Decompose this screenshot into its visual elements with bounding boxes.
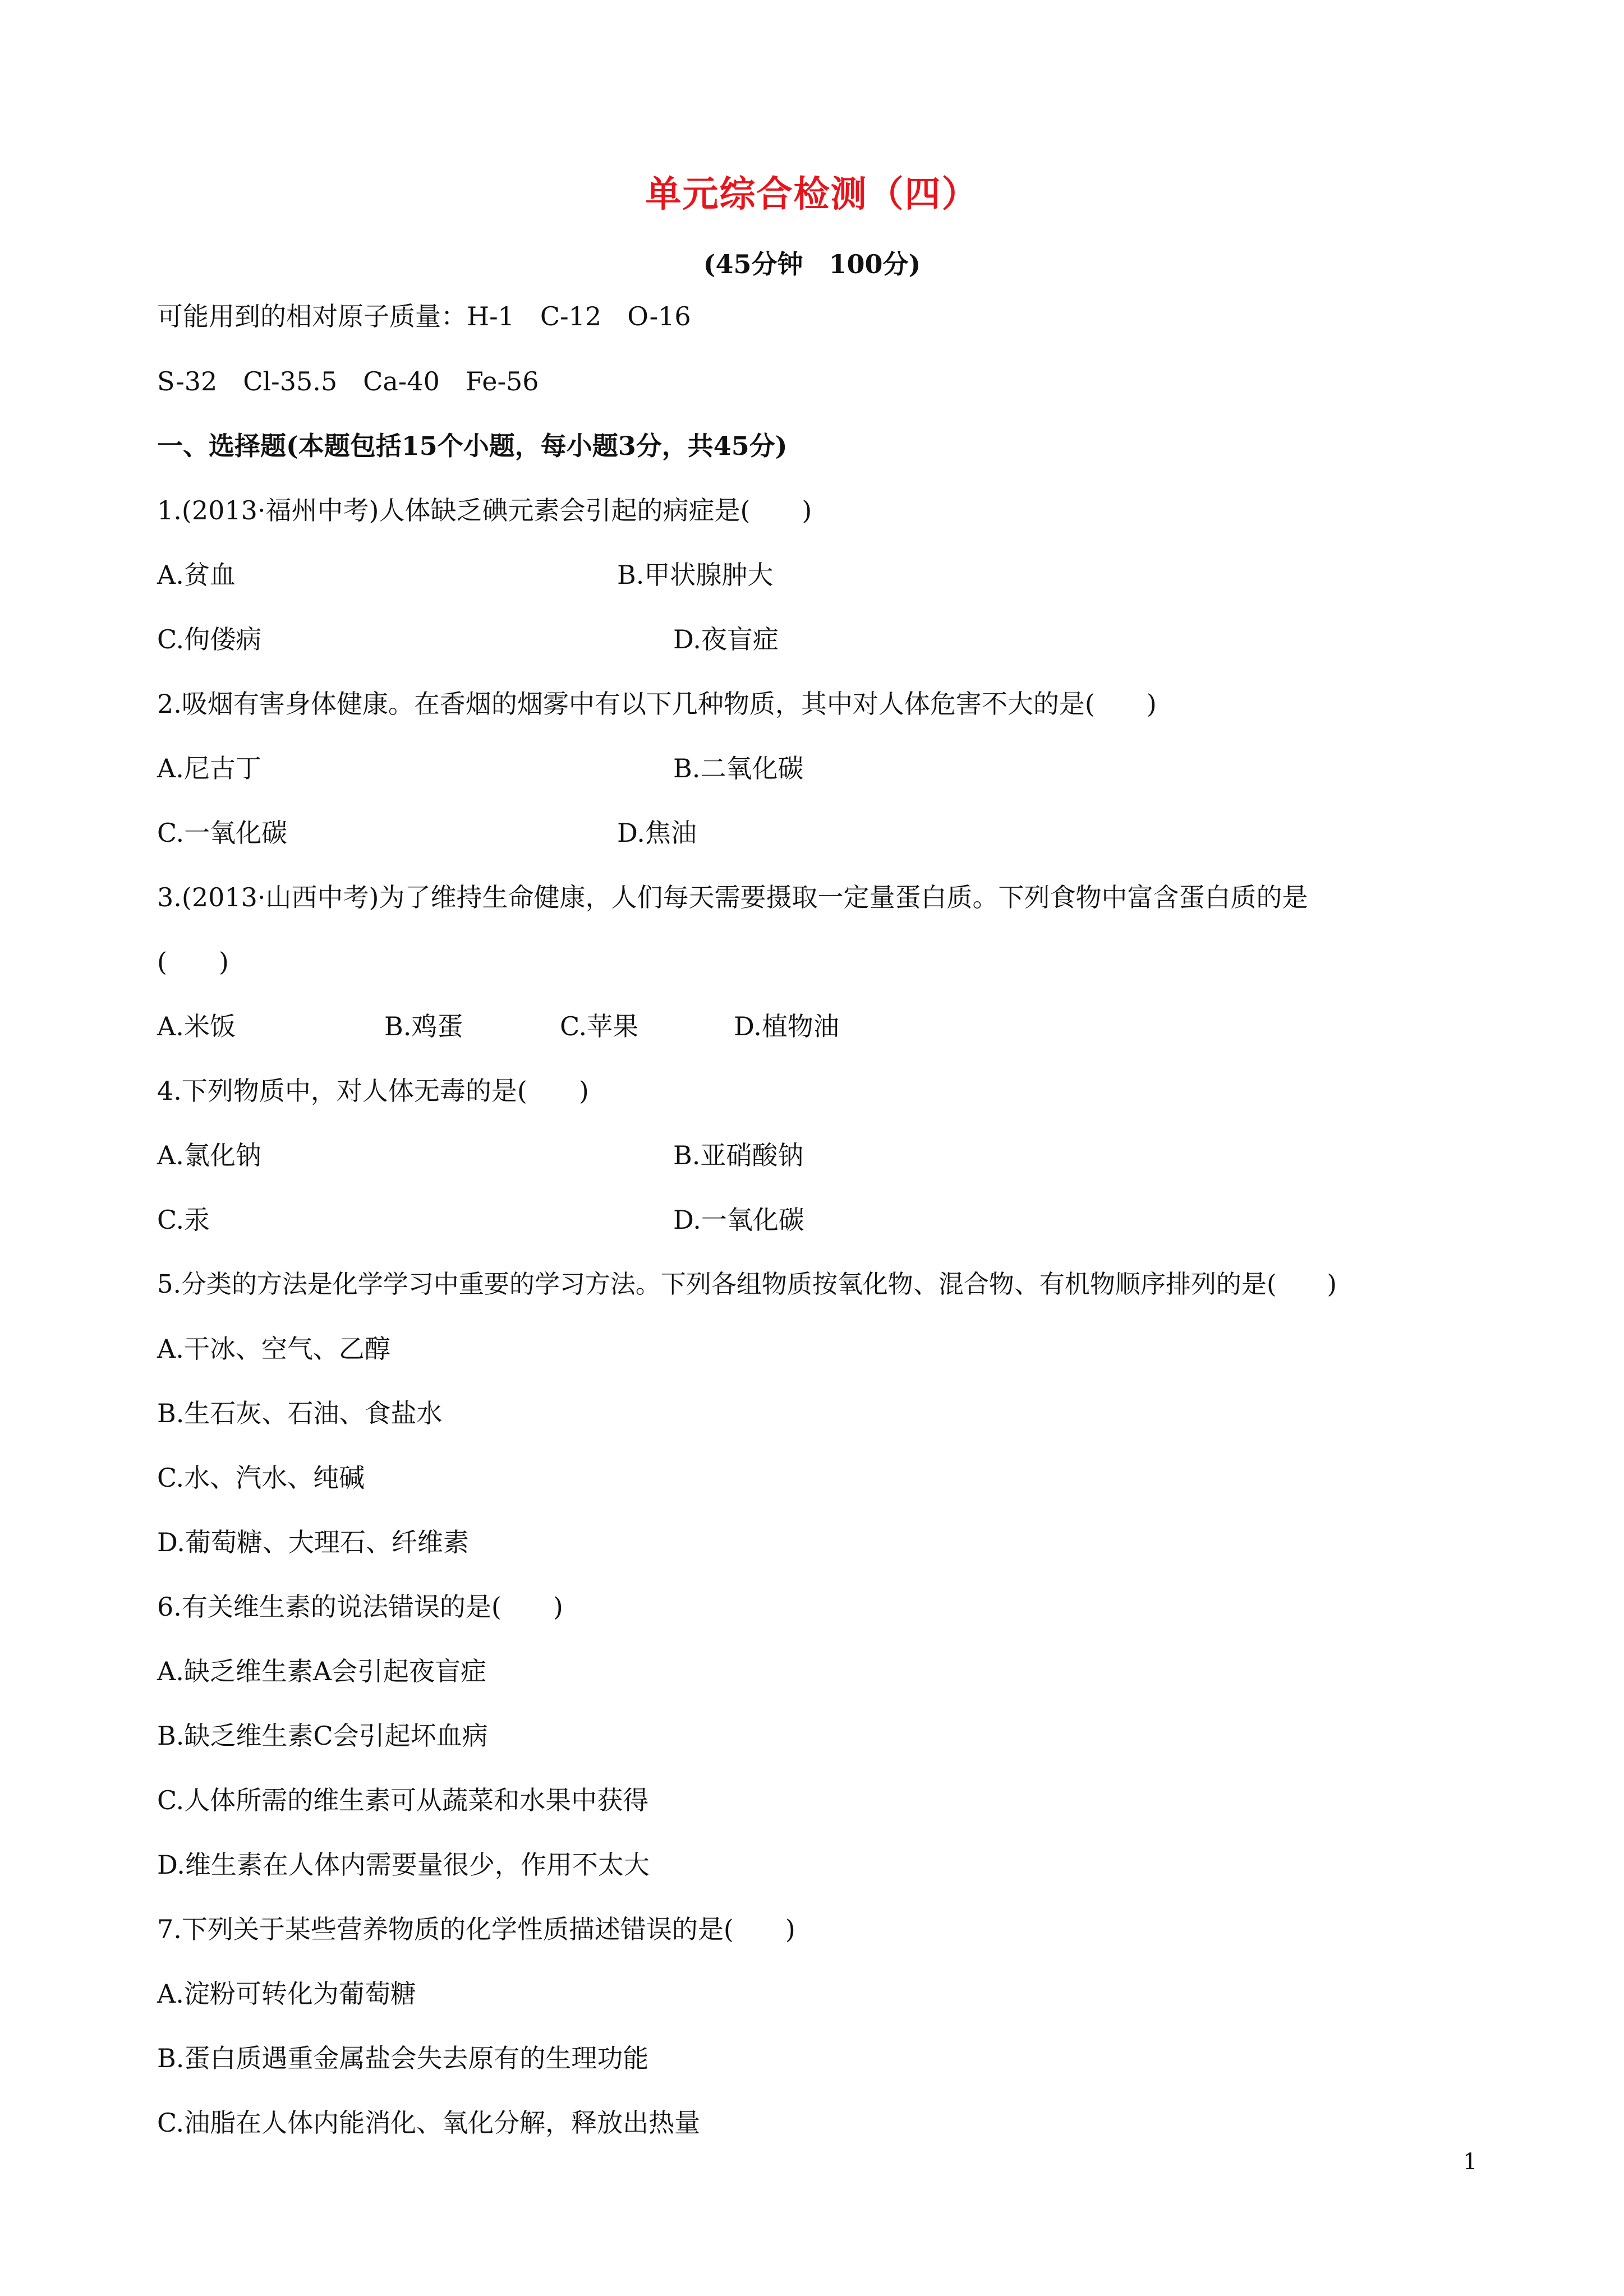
question-3-stem: 3.(2013·山西中考)为了维持生命健康，人们每天需要摄取一定量蛋白质。下列食物中富含蛋白质的是 — [157, 882, 1308, 912]
question-3-option-a: A.米饭 — [157, 1011, 236, 1041]
question-7-option-a: A.淀粉可转化为葡萄糖 — [157, 1979, 416, 2009]
question-1-option-d: D.夜盲症 — [673, 624, 779, 654]
atomic-mass-line-1: 可能用到的相对原子质量：H-1 C-12 O-16 — [157, 301, 691, 331]
page-title: 单元综合检测（四） — [645, 173, 979, 215]
atomic-mass-line-2: S-32 Cl-35.5 Ca-40 Fe-56 — [157, 366, 539, 397]
question-1-option-c: C.佝偻病 — [157, 624, 262, 654]
question-1-stem: 1.(2013·福州中考)人体缺乏碘元素会引起的病症是( ) — [157, 495, 812, 525]
question-6-stem: 6.有关维生素的说法错误的是( ) — [157, 1592, 563, 1622]
question-7-stem: 7.下列关于某些营养物质的化学性质描述错误的是( ) — [157, 1914, 795, 1944]
question-5-stem: 5.分类的方法是化学学习中重要的学习方法。下列各组物质按氧化物、混合物、有机物顺序排列的是( ) — [157, 1269, 1337, 1299]
question-1-option-a: A.贫血 — [157, 560, 236, 590]
question-4-option-d: D.一氧化碳 — [673, 1205, 804, 1235]
question-3-option-c: C.苹果 — [560, 1011, 639, 1041]
question-4-option-c: C.汞 — [157, 1205, 210, 1235]
question-6-option-b: B.缺乏维生素C会引起坏血病 — [157, 1721, 488, 1751]
question-6-option-a: A.缺乏维生素A会引起夜盲症 — [157, 1656, 487, 1686]
question-2-stem: 2.吸烟有害身体健康。在香烟的烟雾中有以下几种物质，其中对人体危害不大的是( ) — [157, 689, 1157, 719]
question-7-option-b: B.蛋白质遇重金属盐会失去原有的生理功能 — [157, 2043, 649, 2073]
question-5-option-d: D.葡萄糖、大理石、纤维素 — [157, 1527, 469, 1557]
section-heading: 一、选择题(本题包括15个小题，每小题3分，共45分) — [157, 431, 788, 461]
question-3-option-b: B.鸡蛋 — [384, 1011, 463, 1041]
question-2-option-b: B.二氧化碳 — [673, 753, 804, 783]
question-6-option-d: D.维生素在人体内需要量很少，作用不太大 — [157, 1850, 650, 1880]
exam-duration-score: (45分钟 100分) — [703, 249, 921, 279]
question-3-stem-continued: ( ) — [157, 947, 229, 977]
question-2-option-c: C.一氧化碳 — [157, 818, 288, 848]
question-2-option-d: D.焦油 — [617, 818, 697, 848]
page-number: 1 — [1463, 2149, 1478, 2175]
question-2-option-a: A.尼古丁 — [157, 753, 261, 783]
question-3-option-d: D.植物油 — [734, 1011, 839, 1041]
question-6-option-c: C.人体所需的维生素可从蔬菜和水果中获得 — [157, 1785, 649, 1815]
question-4-option-b: B.亚硝酸钠 — [673, 1140, 804, 1170]
question-7-option-c: C.油脂在人体内能消化、氧化分解，释放出热量 — [157, 2108, 701, 2138]
question-4-stem: 4.下列物质中，对人体无毒的是( ) — [157, 1076, 589, 1106]
question-5-option-a: A.干冰、空气、乙醇 — [157, 1334, 390, 1364]
question-5-option-b: B.生石灰、石油、食盐水 — [157, 1398, 443, 1428]
question-5-option-c: C.水、汽水、纯碱 — [157, 1463, 365, 1493]
question-4-option-a: A.氯化钠 — [157, 1140, 261, 1170]
question-1-option-b: B.甲状腺肿大 — [617, 560, 774, 590]
